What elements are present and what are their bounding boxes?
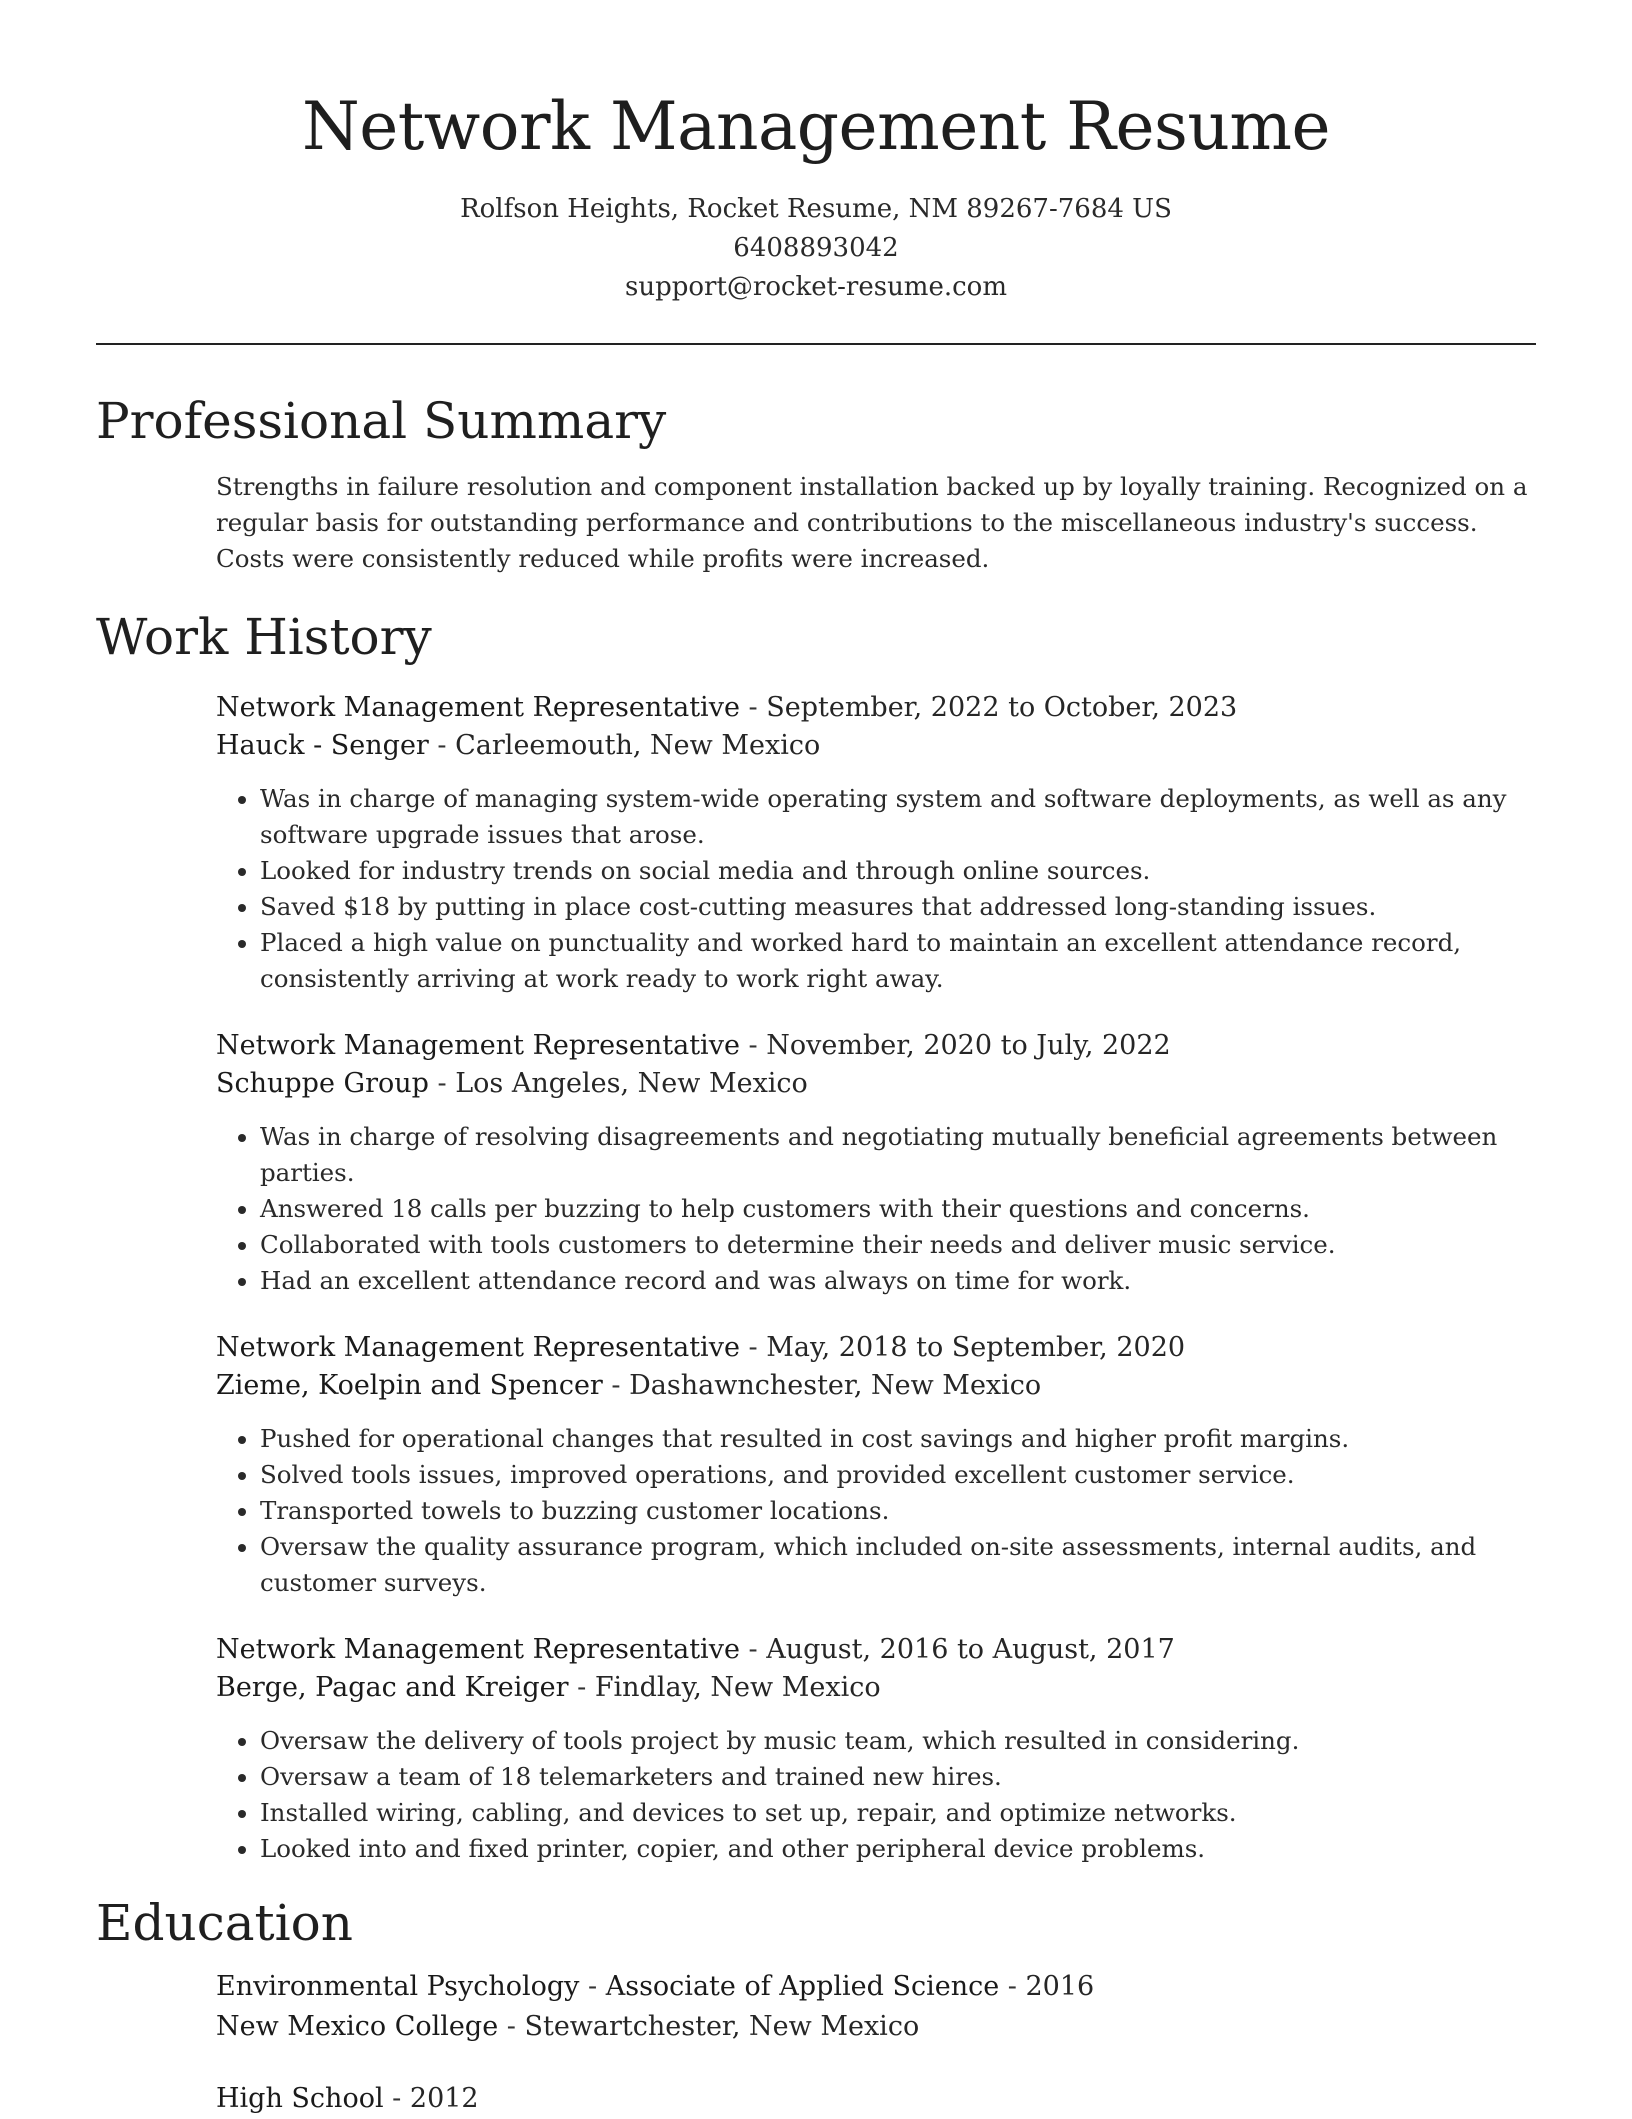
- job-company-line: [216, 727, 1536, 765]
- job-role: Network Management Representative: [216, 1030, 740, 1061]
- resume-page: [96, 0, 1536, 2112]
- job-separator: -: [428, 1068, 456, 1099]
- job-separator: -: [428, 730, 456, 761]
- summary-heading: Professional Summary: [96, 392, 667, 450]
- job-title-line: [216, 689, 1536, 727]
- job-duties: [216, 1723, 1536, 1867]
- education-section: [96, 1889, 1536, 2119]
- education-separator: -: [999, 1971, 1026, 2002]
- job-company-line: [216, 1669, 1536, 1707]
- education-separator: -: [498, 2011, 525, 2042]
- education-entry: [216, 2079, 1536, 2119]
- summary-text: Strengths in failure resolution and component installation backed up by loyally training. Recognized on a regular basis for outstanding performance and contributions to the miscellaneous industry's success. Costs were consistently reduced while profits were increased.: [216, 472, 1528, 573]
- job-company: Hauck - Senger: [216, 730, 429, 761]
- job-separator: -: [739, 1332, 767, 1363]
- duty-item: • Oversaw a team of 18 telemarketers and trained new hires.: [260, 1759, 1536, 1795]
- duty-item: • Solved tools issues, improved operations, and provided excellent customer service.: [260, 1457, 1536, 1493]
- job-dates: May, 2018 to September, 2020: [766, 1332, 1186, 1363]
- contact-email: support@rocket-resume.com: [624, 272, 1007, 302]
- job-role: Network Management Representative: [216, 1332, 740, 1363]
- summary-section: [96, 387, 1536, 577]
- work-history-section: [96, 603, 1536, 1867]
- duty-item: • Collaborated with tools customers to determine their needs and deliver music service.: [260, 1227, 1536, 1263]
- job-location: Findlay, New Mexico: [594, 1672, 881, 1703]
- job-title-line: [216, 1027, 1536, 1065]
- job-title-line: [216, 1631, 1536, 1669]
- duty-item: • Transported towels to buzzing customer locations.: [260, 1493, 1536, 1529]
- job-separator: -: [739, 1634, 767, 1665]
- duty-item: • Looked for industry trends on social media and through online sources.: [260, 853, 1536, 889]
- job-duties: [216, 1421, 1536, 1601]
- education-heading: Education: [96, 1894, 353, 1952]
- resume-title: Network Management Resume: [301, 88, 1331, 165]
- job-entry: [216, 1329, 1536, 1601]
- resume-header: [96, 0, 1536, 307]
- job-role: Network Management Representative: [216, 692, 740, 723]
- education-separator: -: [383, 2083, 410, 2114]
- education-school: New Mexico College: [216, 2011, 499, 2042]
- job-dates: September, 2022 to October, 2023: [766, 692, 1238, 723]
- duty-item: • Installed wiring, cabling, and devices to set up, repair, and optimize networks.: [260, 1795, 1536, 1831]
- education-school-line: [216, 2007, 1536, 2047]
- job-location: Carleemouth, New Mexico: [455, 730, 821, 761]
- job-entry: [216, 1027, 1536, 1299]
- education-location: Stewartchester, New Mexico: [524, 2011, 920, 2042]
- education-degree-line: [216, 2079, 1536, 2119]
- job-separator: -: [568, 1672, 595, 1703]
- education-entry: [216, 1967, 1536, 2047]
- job-dates: November, 2020 to July, 2022: [766, 1030, 1171, 1061]
- contact-block: [96, 190, 1536, 307]
- contact-phone: 6408893042: [733, 233, 899, 263]
- job-company-line: [216, 1065, 1536, 1103]
- job-company-line: [216, 1367, 1536, 1405]
- header-divider: [96, 343, 1536, 345]
- job-separator: -: [739, 692, 767, 723]
- job-title-line: [216, 1329, 1536, 1367]
- duty-item: • Pushed for operational changes that resulted in cost savings and higher profit margins.: [260, 1421, 1536, 1457]
- contact-address: Rolfson Heights, Rocket Resume, NM 89267-7684 US: [460, 194, 1172, 224]
- work-history-heading: Work History: [96, 608, 432, 666]
- education-year: 2012: [409, 2083, 479, 2114]
- duty-item: • Oversaw the delivery of tools project by music team, which resulted in considering.: [260, 1723, 1536, 1759]
- duty-item: • Had an excellent attendance record and was always on time for work.: [260, 1263, 1536, 1299]
- job-location: Dashawnchester, New Mexico: [629, 1370, 1042, 1401]
- job-duties: [216, 1119, 1536, 1299]
- education-separator: -: [579, 1971, 606, 2002]
- education-degree-line: [216, 1967, 1536, 2007]
- education-field: Environmental Psychology: [216, 1971, 580, 2002]
- job-entry: [216, 689, 1536, 997]
- duty-item: • Saved $18 by putting in place cost-cutting measures that addressed long-standing issues.: [260, 889, 1536, 925]
- education-year: 2016: [1025, 1971, 1095, 2002]
- job-dates: August, 2016 to August, 2017: [766, 1634, 1175, 1665]
- job-duties: [216, 781, 1536, 997]
- duty-item: • Was in charge of managing system-wide operating system and software deployments, as well as any software upgrade issues that arose.: [260, 781, 1536, 853]
- job-company: Zieme, Koelpin and Spencer: [216, 1370, 603, 1401]
- job-location: Los Angeles, New Mexico: [455, 1068, 808, 1099]
- duty-item: • Looked into and fixed printer, copier, and other peripheral device problems.: [260, 1831, 1536, 1867]
- duty-item: • Was in charge of resolving disagreements and negotiating mutually beneficial agreements between parties.: [260, 1119, 1536, 1191]
- job-entry: [216, 1631, 1536, 1867]
- education-field: High School: [216, 2083, 384, 2114]
- duty-item: • Oversaw the quality assurance program, which included on-site assessments, internal audits, and customer surveys.: [260, 1529, 1536, 1601]
- job-role: Network Management Representative: [216, 1634, 740, 1665]
- job-separator: -: [739, 1030, 767, 1061]
- duty-item: • Placed a high value on punctuality and worked hard to maintain an excellent attendance record, consistently arriving at work ready to work right away.: [260, 925, 1536, 997]
- job-company: Schuppe Group: [216, 1068, 429, 1099]
- education-degree: Associate of Applied Science: [605, 1971, 1000, 2002]
- job-separator: -: [602, 1370, 630, 1401]
- duty-item: • Answered 18 calls per buzzing to help customers with their questions and concerns.: [260, 1191, 1536, 1227]
- job-company: Berge, Pagac and Kreiger: [216, 1672, 569, 1703]
